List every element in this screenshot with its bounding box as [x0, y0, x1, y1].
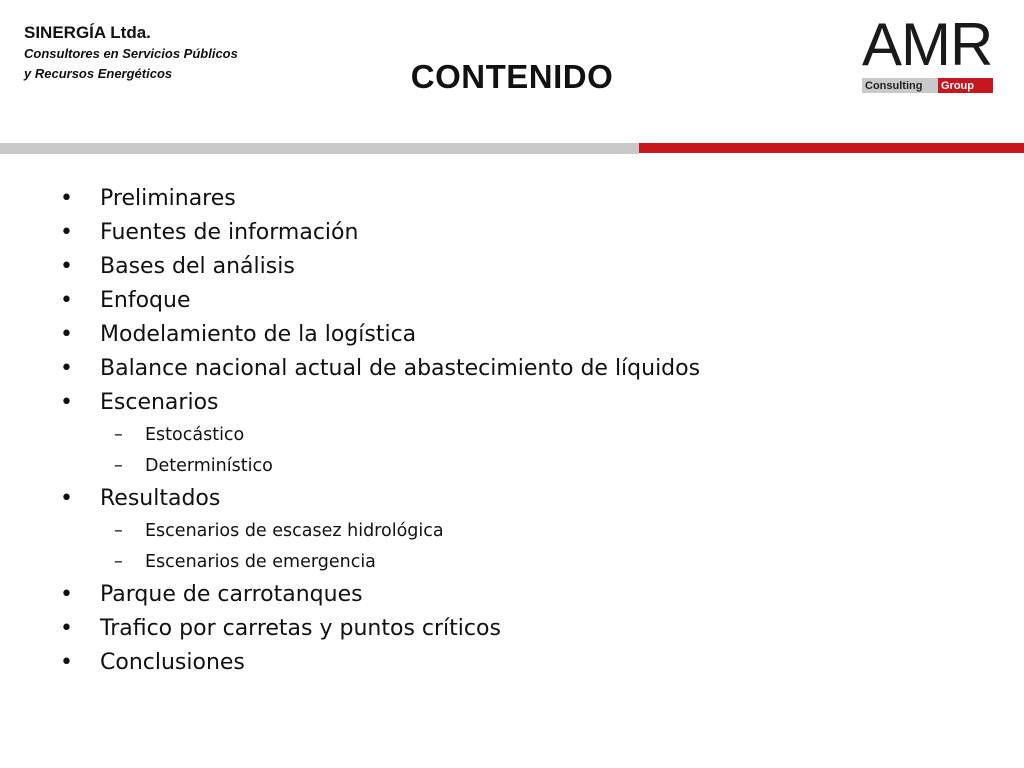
sub-list-item: [60, 547, 700, 578]
list-item-text: Bases del análisis: [100, 254, 295, 279]
list-item-text: Resultados: [100, 486, 221, 511]
amr-logo: [862, 11, 996, 94]
org-subtitle-line-1: Consultores en Servicios Públicos: [24, 46, 238, 61]
dash-mark: –: [114, 552, 123, 572]
list-item: [60, 352, 700, 386]
divider-red-segment: [639, 143, 1024, 153]
list-item: [60, 482, 700, 516]
list-item: [60, 216, 700, 250]
bullet-mark: •: [60, 220, 73, 245]
bullet-mark: •: [60, 288, 73, 313]
org-name: SINERGÍA Ltda.: [24, 23, 151, 42]
page-title: CONTENIDO: [410, 58, 614, 95]
list-item: [60, 250, 700, 284]
logo-consulting-label: Consulting: [862, 78, 938, 93]
logo-wordmark: AMR: [862, 11, 993, 78]
bullet-mark: •: [60, 616, 73, 641]
dash-mark: –: [114, 425, 123, 445]
list-item-text: Trafico por carretas y puntos críticos: [100, 616, 501, 641]
sub-list-item-text: Estocástico: [145, 425, 245, 445]
header-divider: [0, 143, 1024, 154]
list-item-text: Balance nacional actual de abastecimiento de líquidos: [100, 356, 701, 381]
list-item-text: Modelamiento de la logística: [100, 322, 417, 347]
list-item-text: Fuentes de información: [100, 220, 359, 245]
sub-list-item-text: Escenarios de escasez hidrológica: [145, 521, 444, 541]
list-item: [60, 646, 700, 680]
bullet-mark: •: [60, 356, 73, 381]
dash-mark: –: [114, 456, 123, 476]
sub-list-item: [60, 451, 700, 482]
list-item: [60, 284, 700, 318]
bullet-mark: •: [60, 650, 73, 675]
contents-list: [60, 182, 700, 680]
bullet-mark: •: [60, 186, 73, 211]
list-item: [60, 182, 700, 216]
sub-list-item-text: Escenarios de emergencia: [145, 552, 376, 572]
list-item-text: Preliminares: [100, 186, 236, 211]
divider-gray-segment: [0, 143, 639, 154]
bullet-mark: •: [60, 322, 73, 347]
bullet-mark: •: [60, 254, 73, 279]
logo-tagline-bar: [862, 78, 996, 93]
sub-list-item: [60, 420, 700, 451]
list-item-text: Conclusiones: [100, 650, 245, 675]
list-item-text: Escenarios: [100, 390, 219, 415]
logo-group-label: Group: [938, 78, 993, 93]
sub-list-item: [60, 516, 700, 547]
list-item: [60, 612, 700, 646]
sub-list-item-text: Determinístico: [145, 456, 273, 476]
bullet-mark: •: [60, 390, 73, 415]
org-subtitle-line-2: y Recursos Energéticos: [24, 66, 173, 81]
dash-mark: –: [114, 521, 123, 541]
bullet-mark: •: [60, 486, 73, 511]
list-item: [60, 578, 700, 612]
list-item-text: Enfoque: [100, 288, 191, 313]
list-item-text: Parque de carrotanques: [100, 582, 363, 607]
bullet-mark: •: [60, 582, 73, 607]
list-item: [60, 386, 700, 420]
list-item: [60, 318, 700, 352]
